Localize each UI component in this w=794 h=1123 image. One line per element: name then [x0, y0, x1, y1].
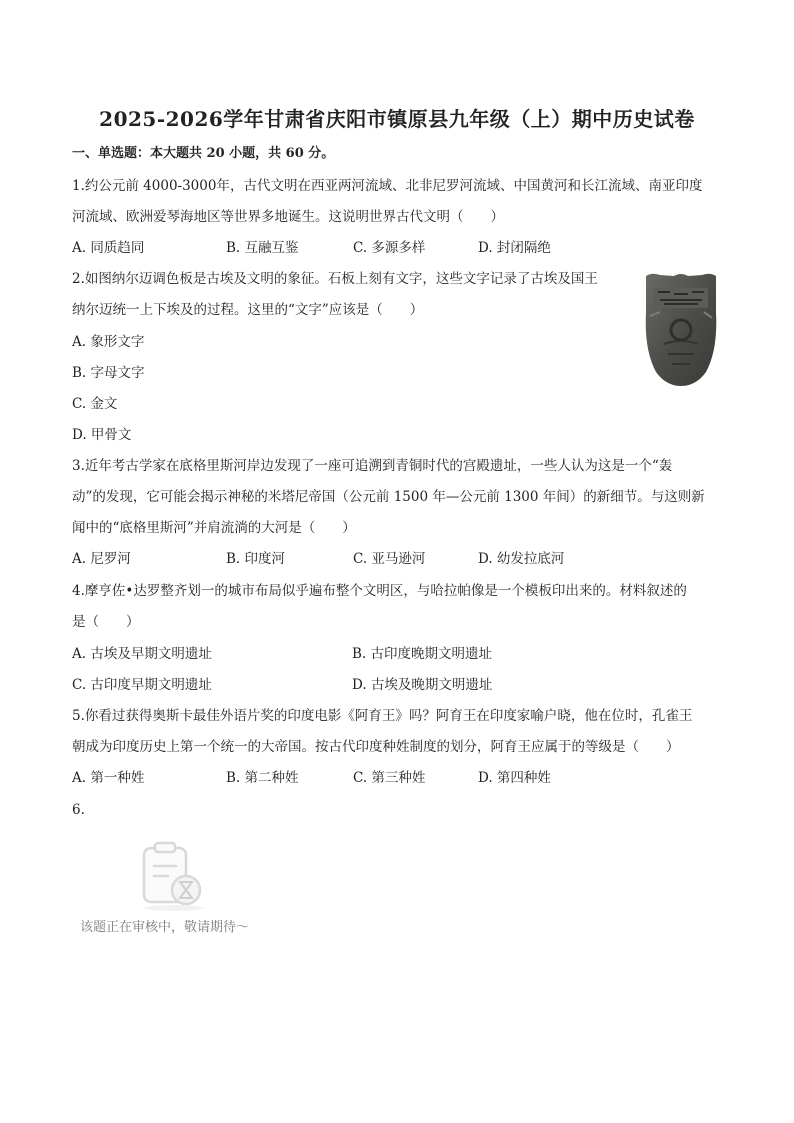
- question-4-line-1: 4.摩亨佐•达罗整齐划一的城市布局似乎遍布整个文明区，与哈拉帕像是一个模板印出来的。材料叙述的: [72, 583, 687, 599]
- q4-option-c[interactable]: C. 古印度早期文明遗址: [72, 677, 212, 693]
- section-heading: 一、单选题：本大题共 20 小题，共 60 分。: [72, 146, 335, 161]
- q5-option-d[interactable]: D. 第四种姓: [478, 770, 551, 786]
- question-4-line-2: 是（ ）: [72, 614, 140, 630]
- q1-option-a[interactable]: A. 同质趋同: [72, 240, 145, 256]
- q5-option-b[interactable]: B. 第二种姓: [226, 770, 299, 786]
- question-1-line-2: 河流域、欧洲爱琴海地区等世界多地诞生。这说明世界古代文明（ ）: [72, 209, 504, 225]
- question-3-line-2: 动”的发现，它可能会揭示神秘的米塔尼帝国（公元前 1500 年—公元前 1300 年间）的新细节。与这则新: [72, 489, 705, 505]
- q5-option-c[interactable]: C. 第三种姓: [353, 770, 426, 786]
- question-3-line-1: 3.近年考古学家在底格里斯河岸边发现了一座可追溯到青铜时代的宫殿遗址，一些人认为这是一个“轰: [72, 458, 673, 474]
- q1-option-c[interactable]: C. 多源多样: [353, 240, 426, 256]
- pending-review-notice: 该题正在审核中，敬请期待～: [80, 920, 250, 935]
- question-6-number: 6.: [72, 802, 85, 818]
- q4-option-a[interactable]: A. 古埃及早期文明遗址: [72, 646, 212, 662]
- q2-option-d[interactable]: D. 甲骨文: [72, 427, 132, 443]
- q3-option-d[interactable]: D. 幼发拉底河: [478, 551, 565, 567]
- q1-option-d[interactable]: D. 封闭隔绝: [478, 240, 551, 256]
- question-3-line-3: 闻中的“底格里斯河”并肩流淌的大河是（ ）: [72, 520, 356, 536]
- question-5-line-2: 朝成为印度历史上第一个统一的大帝国。按古代印度种姓制度的划分，阿育王应属于的等级是（ ）: [72, 739, 680, 755]
- q3-option-a[interactable]: A. 尼罗河: [72, 551, 131, 567]
- question-2-line-1: 2.如图纳尔迈调色板是古埃及文明的象征。石板上刻有文字，这些文字记录了古埃及国王: [72, 271, 598, 287]
- clipboard-hourglass-icon: [136, 838, 212, 914]
- q1-option-b[interactable]: B. 互融互鉴: [226, 240, 299, 256]
- exam-title: 2025-2026学年甘肃省庆阳市镇原县九年级（上）期中历史试卷: [99, 107, 695, 131]
- question-2-line-2: 纳尔迈统一上下埃及的过程。这里的“文字”应该是（ ）: [72, 302, 424, 318]
- narmer-palette-image: [640, 272, 722, 386]
- q3-option-b[interactable]: B. 印度河: [226, 551, 286, 567]
- q4-option-d[interactable]: D. 古埃及晚期文明遗址: [352, 677, 493, 693]
- question-5-line-1: 5.你看过获得奥斯卡最佳外语片奖的印度电影《阿育王》吗？阿育王在印度家喻户晓，他在位时，孔雀王: [72, 708, 693, 724]
- q2-option-b[interactable]: B. 字母文字: [72, 365, 145, 381]
- q2-option-a[interactable]: A. 象形文字: [72, 334, 145, 350]
- q3-option-c[interactable]: C. 亚马逊河: [353, 551, 426, 567]
- question-1-line-1: 1.约公元前 4000-3000年，古代文明在西亚两河流域、北非尼罗河流域、中国黄河和长江流域、南亚印度: [72, 178, 703, 194]
- q2-option-c[interactable]: C. 金文: [72, 396, 118, 412]
- q5-option-a[interactable]: A. 第一种姓: [72, 770, 145, 786]
- q4-option-b[interactable]: B. 古印度晚期文明遗址: [352, 646, 493, 662]
